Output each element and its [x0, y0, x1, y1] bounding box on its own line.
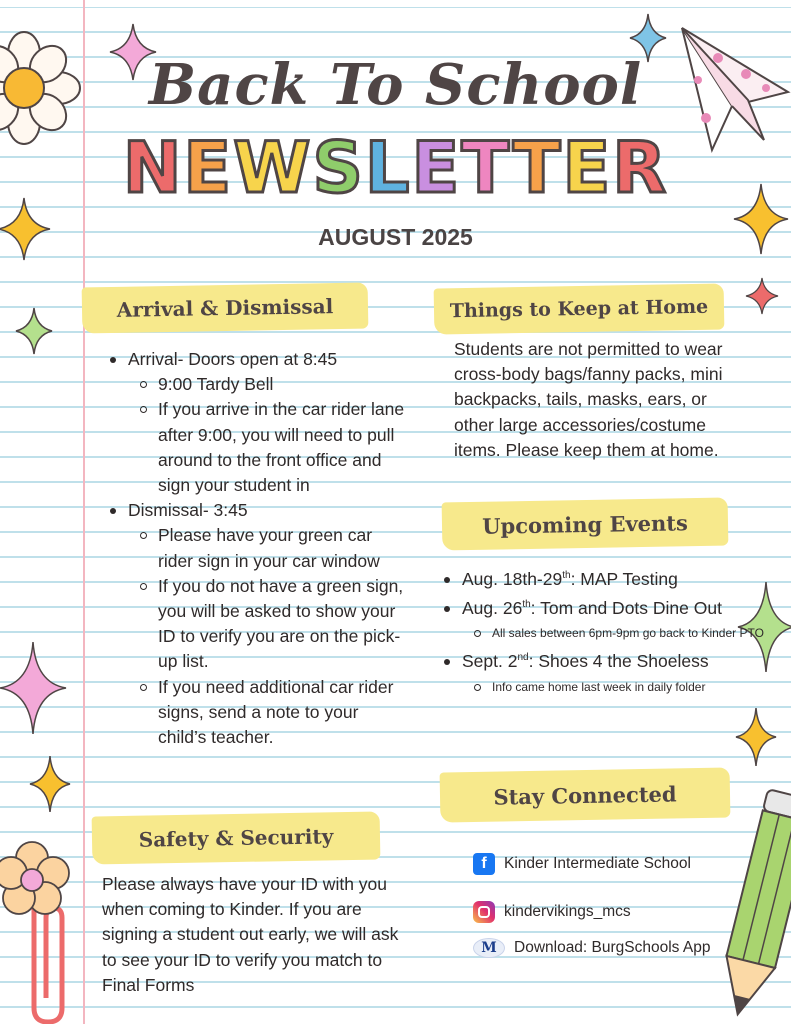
safety-security-heading: Safety & Security — [92, 811, 381, 864]
facebook-icon: f — [473, 853, 495, 875]
upcoming-events-list — [440, 567, 770, 703]
flower-paperclip-icon — [0, 838, 96, 1024]
upcoming-events-heading: Upcoming Events — [442, 498, 729, 551]
title-letter: S — [312, 127, 365, 209]
list-item: Please have your green car rider sign in your car window — [128, 523, 406, 573]
list-item — [106, 498, 406, 750]
instagram-link[interactable]: kindervikings_mcs — [504, 903, 631, 920]
event-sup: nd — [517, 652, 529, 664]
title-letter: T — [461, 127, 513, 209]
event-text: : Tom and Dots Dine Out — [530, 598, 722, 619]
pencil-icon — [718, 784, 791, 1024]
app-row[interactable] — [473, 938, 710, 958]
list-item — [440, 596, 770, 645]
list-item: Info came home last week in daily folder — [462, 675, 770, 699]
event-text: : Shoes 4 the Shoeless — [528, 651, 709, 672]
event-sup: th — [522, 599, 531, 611]
list-item — [440, 649, 770, 698]
yellow-sparkle-icon — [734, 706, 778, 768]
green-sparkle-icon — [14, 306, 54, 356]
school-logo-icon: M — [473, 938, 505, 958]
things-to-keep-at-home-heading: Things to Keep at Home — [434, 283, 725, 334]
list-item — [106, 347, 406, 498]
list-item — [440, 567, 770, 592]
title-letter: E — [183, 127, 234, 209]
event-text: Aug. 26 — [462, 598, 523, 619]
list-item: If you need additional car rider signs, send a note to your child’s teacher. — [128, 675, 406, 751]
title-letter: L — [364, 127, 412, 209]
list-item: All sales between 6pm-9pm go back to Kinder PTO — [462, 621, 770, 645]
app-download-link[interactable]: Download: BurgSchools App — [514, 939, 711, 956]
list-item-text: Dismissal- 3:45 — [128, 500, 248, 521]
title-letter: E — [411, 127, 462, 209]
title-letter: E — [562, 127, 613, 209]
title-back-to-school: Back To School — [148, 52, 643, 118]
arrival-dismissal-list — [106, 347, 406, 750]
yellow-sparkle-icon — [28, 754, 72, 814]
newsletter-date: AUGUST 2025 — [318, 224, 473, 250]
event-text: Sept. 2 — [462, 651, 518, 672]
event-text: : MAP Testing — [570, 569, 678, 589]
pink-sparkle-icon — [0, 640, 68, 736]
arrival-dismissal-heading: Arrival & Dismissal — [82, 283, 369, 334]
title-newsletter — [0, 128, 791, 208]
safety-security-body: Please always have your ID with you when coming to Kinder. If you are signing a student out early, we will ask to see your ID to verify you match to Final Forms — [102, 874, 399, 995]
list-item-text: Arrival- Doors open at 8:45 — [128, 349, 338, 369]
stay-connected-heading: Stay Connected — [440, 767, 731, 822]
title-letter: R — [612, 127, 669, 209]
title-letter: T — [512, 127, 563, 209]
instagram-row[interactable] — [473, 901, 631, 923]
event-sup: th — [562, 570, 571, 582]
instagram-icon — [473, 901, 495, 923]
event-text: Aug. 18th-29 — [462, 569, 563, 589]
title-letter: W — [233, 127, 313, 209]
facebook-link[interactable]: Kinder Intermediate School — [504, 855, 691, 872]
title-letter: N — [122, 127, 184, 209]
facebook-row[interactable] — [473, 853, 691, 875]
list-item: If you arrive in the car rider lane after 9:00, you will need to pull around to the front office and sign your student in — [128, 397, 406, 498]
list-item: 9:00 Tardy Bell — [128, 372, 406, 397]
red-sparkle-icon — [744, 276, 780, 316]
list-item: If you do not have a green sign, you will be asked to show your ID to verify you are on the pick-up list. — [128, 574, 406, 675]
things-to-keep-at-home-body: Students are not permitted to wear cross-body bags/fanny packs, mini backpacks, tails, masks, ears, or other large accessories/costume items. Please keep them at home. — [454, 339, 723, 460]
